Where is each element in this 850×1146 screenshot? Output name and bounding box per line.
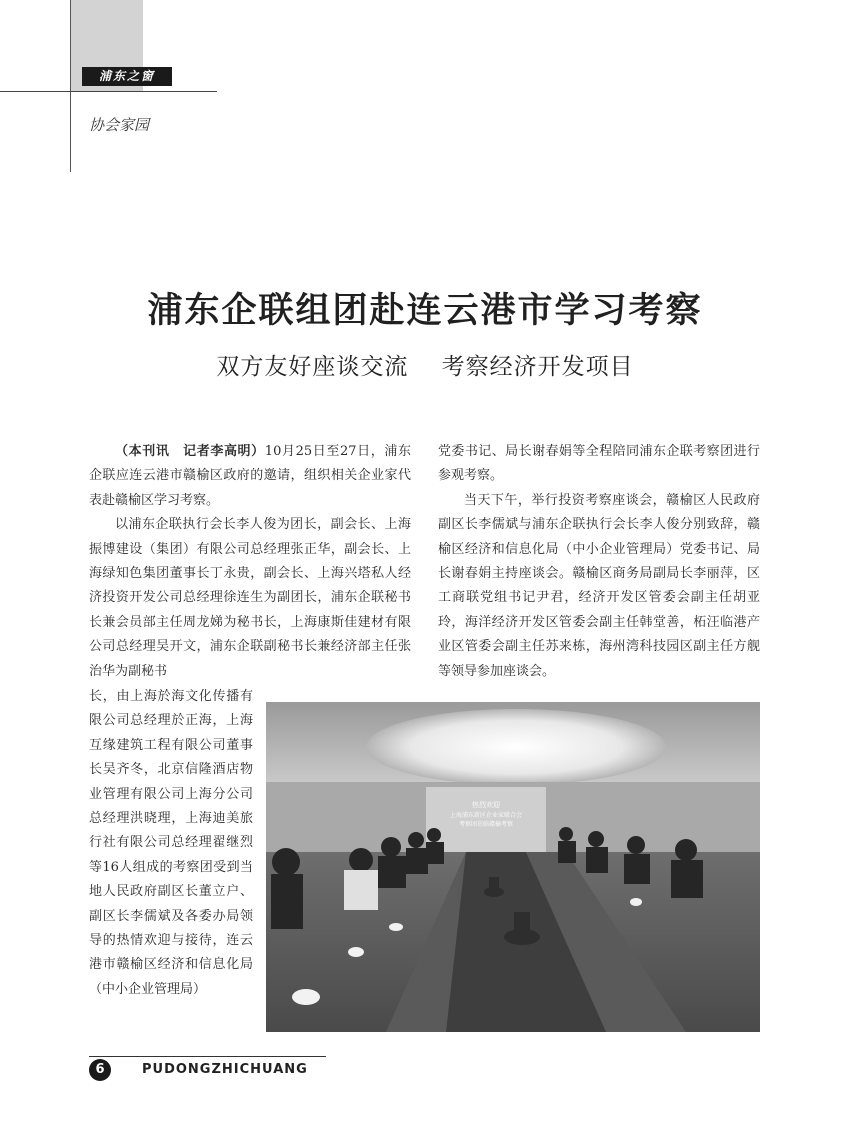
body-column-right: [438, 440, 760, 684]
page-number: 6: [89, 1059, 111, 1081]
meeting-photo: [266, 702, 760, 1032]
screen-text-2: 上海浦东新区企业家联合会: [449, 812, 523, 819]
footer-rule: [89, 1056, 326, 1057]
paragraph-lead: [89, 440, 411, 513]
article-subtitle: 双方友好座谈交流 考察经济开发项目: [216, 354, 634, 380]
screen-text-3: 考察团莅临赣榆考察: [458, 821, 514, 828]
body-column-left: [89, 440, 411, 684]
paragraph-symposium: 当天下午，举行投资考察座谈会，赣榆区人民政府副区长李儒斌与浦东企联执行会长李人俊分别致辞，赣榆区经济和信息化局（中小企业管理局）党委书记、局长谢春娟主持座谈会。赣榆区商务局副局长李丽萍，区工商联党组书记尹君，经济开发区管委会副主任胡亚玲，海洋经济开发区管委会副主任韩堂善，柘汪临港产业区管委会副主任苏来栋，海州湾科技园区副主任方舰等领导参加座谈会。: [438, 492, 760, 679]
paragraph-delegation: 以浦东企联执行会长李人俊为团长，副会长、上海振博建设（集团）有限公司总经理张正华，副会长、上海绿知色集团董事长丁永贵，副会长、上海兴塔私人经济投资开发公司总经理徐连生为副团长，浦东企联秘书长兼会员部主任周龙娣为秘书长，上海康斯佳建材有限公司总经理吴开文，浦东企联副秘书长兼经济部主任张治华为副秘书: [89, 517, 411, 679]
lead-text: 10月25日至27日，浦东企联应连云港市赣榆区政府的邀请，组织相关企业家代表赴赣榆区学习考察。: [89, 444, 411, 508]
header-horizontal-rule: [0, 91, 217, 92]
paragraph-delegation-end: 党委书记、局长谢春娟等全程陪同浦东企联考察团进行参观考察。: [438, 444, 760, 484]
article-title: 浦东企联组团赴连云港市学习考察: [147, 290, 703, 331]
magazine-name: PUDONGZHICHUANG: [142, 1062, 308, 1077]
header-vertical-rule: [70, 0, 71, 172]
section-label: 协会家园: [89, 116, 150, 134]
screen-text-1: 热烈欢迎: [472, 801, 500, 809]
body-column-narrow: [89, 685, 253, 1002]
masthead-logo: 浦东之窗: [82, 67, 172, 86]
byline: （本刊讯 记者李高明）: [115, 444, 265, 459]
paragraph-delegation-cont: 长，由上海於海文化传播有限公司总经理於正海，上海互缘建筑工程有限公司董事长吴齐冬，北京信隆酒店物业管理有限公司上海分公司总经理洪晓理，上海迪美旅行社有限公司总经理翟继烈等16人组成的考察团受到当地人民政府副区长董立户、副区长李儒斌及各委办局领导的热情欢迎与接待，连云港市赣榆区经济和信息化局（中小企业管理局）: [89, 689, 253, 997]
